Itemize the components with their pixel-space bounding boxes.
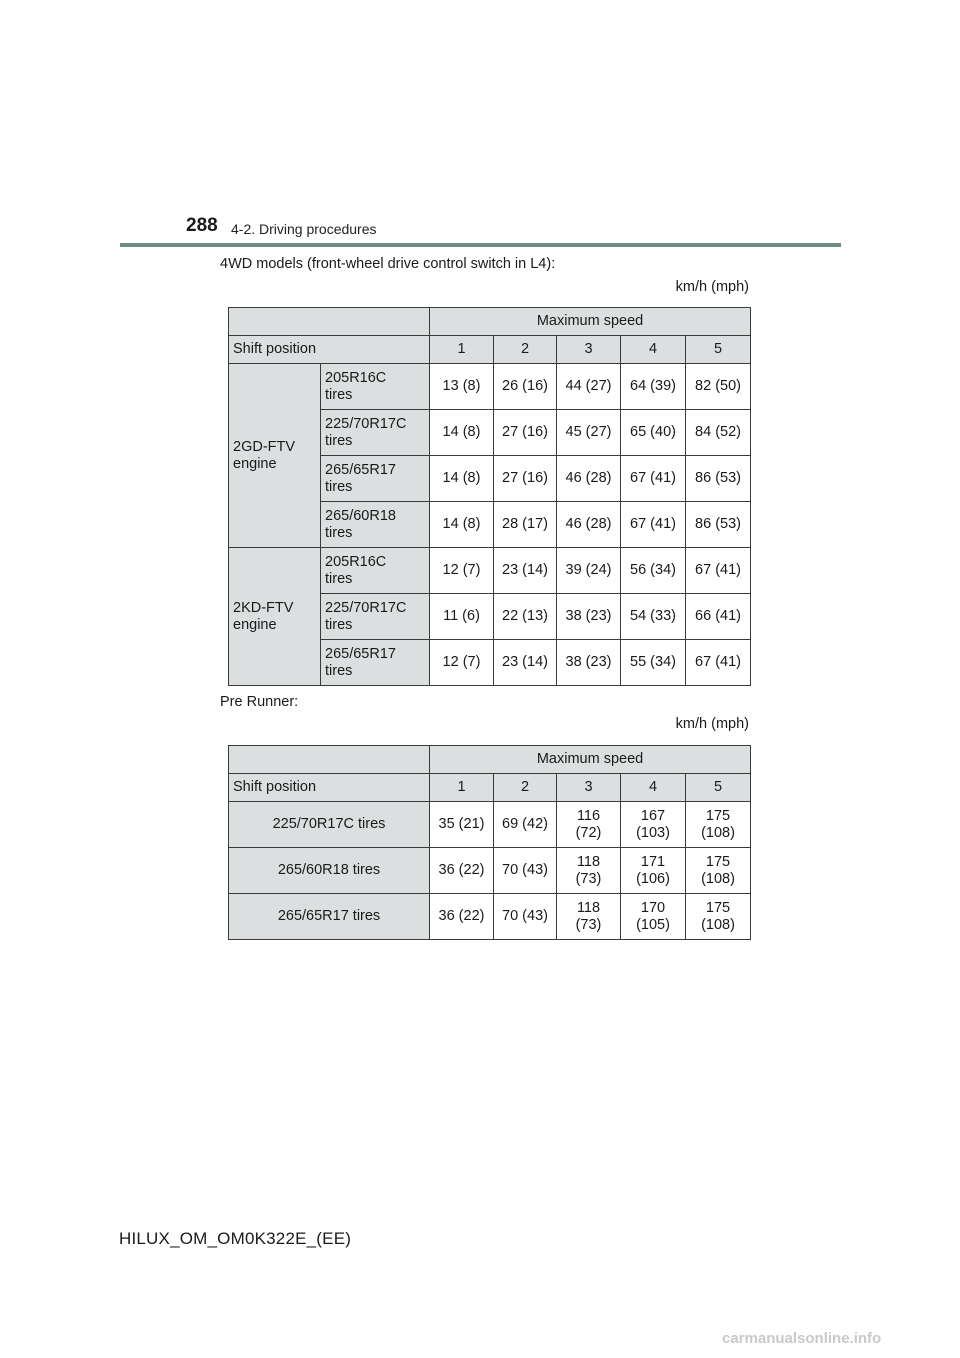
speed-value: 13 (8) <box>430 364 494 410</box>
corner-cell <box>229 308 430 336</box>
speed-value: 67 (41) <box>621 502 686 548</box>
speed-value: 22 (13) <box>494 594 557 640</box>
speed-value: 84 (52) <box>686 410 751 456</box>
speed-value: 171 (106) <box>621 848 686 894</box>
speed-value: 175 (108) <box>686 894 751 940</box>
speed-value: 46 (28) <box>557 502 621 548</box>
max-speed-header: Maximum speed <box>430 746 751 774</box>
tire-cell: 205R16C tires <box>321 548 430 594</box>
document-code: HILUX_OM_OM0K322E_(EE) <box>119 1229 352 1248</box>
tire-cell: 265/65R17 tires <box>321 640 430 686</box>
speed-value: 12 (7) <box>430 548 494 594</box>
speed-value: 12 (7) <box>430 640 494 686</box>
speed-value: 82 (50) <box>686 364 751 410</box>
max-speed-table-4wd <box>228 307 751 686</box>
table1-unit: km/h (mph) <box>675 279 749 295</box>
tire-cell: 265/65R17 tires <box>321 456 430 502</box>
speed-value: 11 (6) <box>430 594 494 640</box>
speed-value: 54 (33) <box>621 594 686 640</box>
shift-position-3: 3 <box>557 774 621 802</box>
table2-caption: Pre Runner: <box>220 694 299 710</box>
table1-caption: 4WD models (front-wheel drive control switch in L4): <box>220 256 556 272</box>
speed-value: 56 (34) <box>621 548 686 594</box>
speed-value: 86 (53) <box>686 456 751 502</box>
section-title: 4-2. Driving procedures <box>231 221 377 237</box>
speed-value: 118 (73) <box>557 848 621 894</box>
tire-cell: 225/70R17C tires <box>321 410 430 456</box>
speed-value: 67 (41) <box>686 548 751 594</box>
speed-value: 86 (53) <box>686 502 751 548</box>
corner-cell <box>229 746 430 774</box>
speed-value: 46 (28) <box>557 456 621 502</box>
tire-cell: 265/60R18 tires <box>321 502 430 548</box>
speed-value: 23 (14) <box>494 548 557 594</box>
shift-position-label: Shift position <box>229 774 430 802</box>
table2-unit: km/h (mph) <box>675 716 749 732</box>
shift-position-2: 2 <box>494 774 557 802</box>
speed-value: 116 (72) <box>557 802 621 848</box>
shift-position-3: 3 <box>557 336 621 364</box>
speed-value: 14 (8) <box>430 456 494 502</box>
shift-position-label: Shift position <box>229 336 430 364</box>
shift-position-4: 4 <box>621 774 686 802</box>
tire-cell: 225/70R17C tires <box>229 802 430 848</box>
shift-position-5: 5 <box>686 336 751 364</box>
speed-value: 26 (16) <box>494 364 557 410</box>
speed-value: 38 (23) <box>557 640 621 686</box>
speed-value: 36 (22) <box>430 894 494 940</box>
speed-value: 35 (21) <box>430 802 494 848</box>
table-row <box>229 848 751 894</box>
table-row <box>229 894 751 940</box>
speed-value: 27 (16) <box>494 410 557 456</box>
shift-position-5: 5 <box>686 774 751 802</box>
table-row <box>229 548 751 594</box>
speed-value: 64 (39) <box>621 364 686 410</box>
table-row <box>229 364 751 410</box>
shift-position-1: 1 <box>430 336 494 364</box>
speed-value: 14 (8) <box>430 410 494 456</box>
page-number: 288 <box>186 215 218 236</box>
watermark: carmanualsonline.info <box>722 1330 882 1347</box>
engine-cell: 2KD-FTV engine <box>229 548 321 686</box>
shift-position-4: 4 <box>621 336 686 364</box>
speed-value: 170 (105) <box>621 894 686 940</box>
speed-value: 45 (27) <box>557 410 621 456</box>
shift-position-2: 2 <box>494 336 557 364</box>
speed-value: 65 (40) <box>621 410 686 456</box>
speed-value: 67 (41) <box>686 640 751 686</box>
speed-value: 28 (17) <box>494 502 557 548</box>
speed-value: 175 (108) <box>686 802 751 848</box>
max-speed-table-pre-runner <box>228 745 751 940</box>
speed-value: 44 (27) <box>557 364 621 410</box>
speed-value: 70 (43) <box>494 848 557 894</box>
speed-value: 23 (14) <box>494 640 557 686</box>
speed-value: 69 (42) <box>494 802 557 848</box>
tire-cell: 205R16C tires <box>321 364 430 410</box>
speed-value: 55 (34) <box>621 640 686 686</box>
speed-value: 67 (41) <box>621 456 686 502</box>
tire-cell: 225/70R17C tires <box>321 594 430 640</box>
speed-value: 118 (73) <box>557 894 621 940</box>
speed-value: 27 (16) <box>494 456 557 502</box>
speed-value: 167 (103) <box>621 802 686 848</box>
speed-value: 39 (24) <box>557 548 621 594</box>
table-row <box>229 802 751 848</box>
tire-cell: 265/60R18 tires <box>229 848 430 894</box>
speed-value: 36 (22) <box>430 848 494 894</box>
speed-value: 66 (41) <box>686 594 751 640</box>
max-speed-header: Maximum speed <box>430 308 751 336</box>
header-rule <box>120 243 841 247</box>
shift-position-1: 1 <box>430 774 494 802</box>
engine-cell: 2GD-FTV engine <box>229 364 321 548</box>
tire-cell: 265/65R17 tires <box>229 894 430 940</box>
speed-value: 38 (23) <box>557 594 621 640</box>
speed-value: 14 (8) <box>430 502 494 548</box>
speed-value: 70 (43) <box>494 894 557 940</box>
speed-value: 175 (108) <box>686 848 751 894</box>
